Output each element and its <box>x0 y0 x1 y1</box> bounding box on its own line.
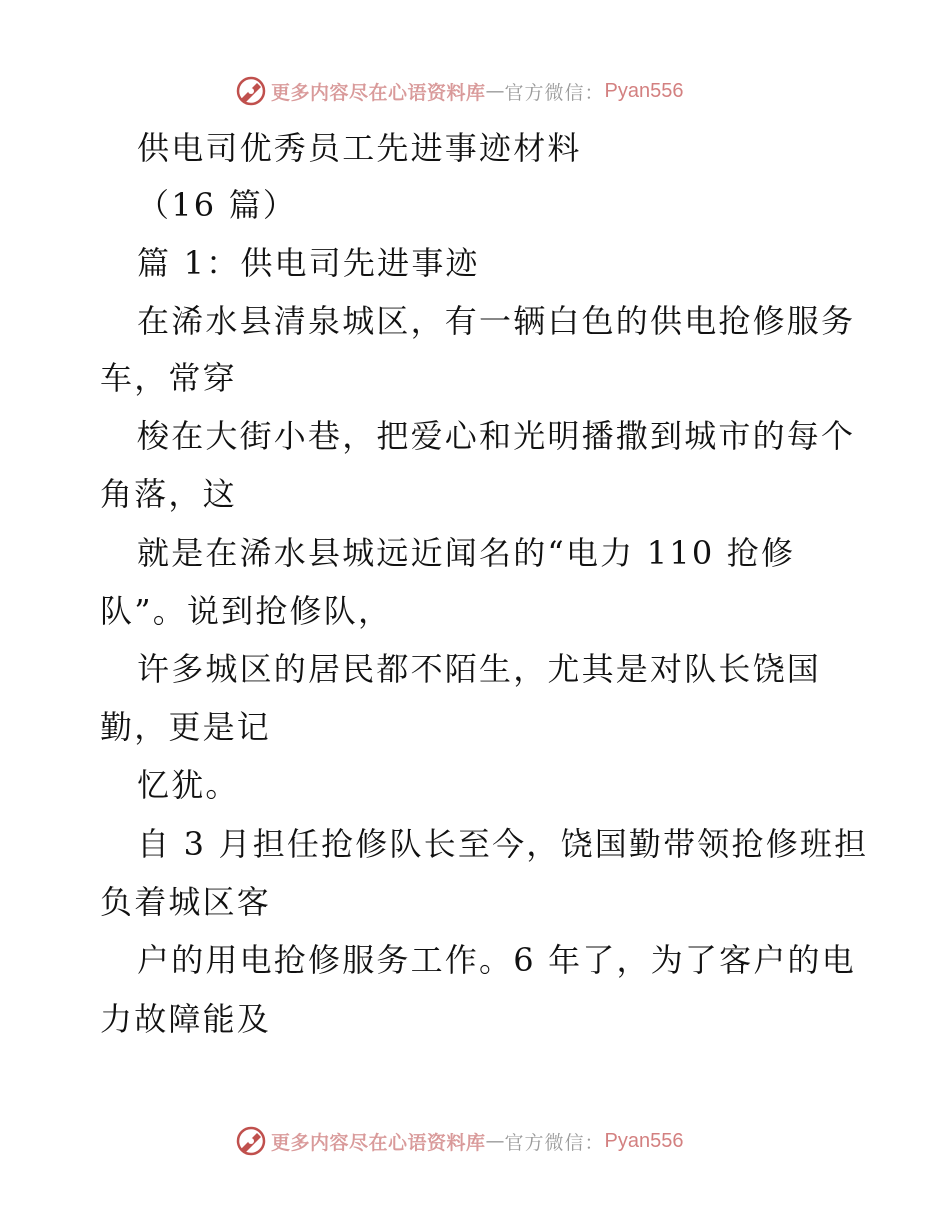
document-subtitle: （16 篇） <box>137 186 298 224</box>
pen-logo-icon <box>235 1125 267 1157</box>
header-watermark-banner <box>0 70 950 110</box>
body-line: 队”。说到抢修队， <box>100 592 393 630</box>
watermark-wechat-id: Pyan556 <box>604 1129 684 1152</box>
body-line: 在浠水县清泉城区，有一辆白色的供电抢修服务 <box>137 302 856 340</box>
watermark-official-text: 官方微信： <box>504 1131 605 1154</box>
body-line: 忆犹。 <box>137 766 240 804</box>
body-line: 负着城区客 <box>100 883 272 921</box>
watermark-separator: — <box>485 80 505 102</box>
body-line: 户的用电抢修服务工作。6 年了，为了客户的电 <box>137 941 856 979</box>
document-title: 供电司优秀员工先进事迹材料 <box>137 129 582 167</box>
body-line: 角落，这 <box>100 475 237 513</box>
body-line: 车，常穿 <box>100 359 237 397</box>
watermark-site-text: 更多内容尽在心语资料库 <box>271 81 486 104</box>
body-line: 勤，更是记 <box>100 708 272 746</box>
body-line: 梭在大街小巷，把爱心和光明播撒到城市的每个 <box>137 417 856 455</box>
pen-logo-icon <box>235 75 267 107</box>
body-line: 许多城区的居民都不陌生，尤其是对队长饶国 <box>137 650 822 688</box>
section-heading: 篇 1：供电司先进事迹 <box>137 244 480 282</box>
watermark-wechat-id: Pyan556 <box>604 79 684 102</box>
watermark-separator: — <box>485 1130 505 1152</box>
footer-watermark-banner <box>0 1120 950 1160</box>
watermark-site-text: 更多内容尽在心语资料库 <box>271 1131 486 1154</box>
watermark-official-text: 官方微信： <box>504 81 605 104</box>
body-line: 自 3 月担任抢修队长至今，饶国勤带领抢修班担 <box>137 825 869 863</box>
body-line: 力故障能及 <box>100 1000 272 1038</box>
body-line: 就是在浠水县城远近闻名的“电力 110 抢修 <box>137 534 796 572</box>
